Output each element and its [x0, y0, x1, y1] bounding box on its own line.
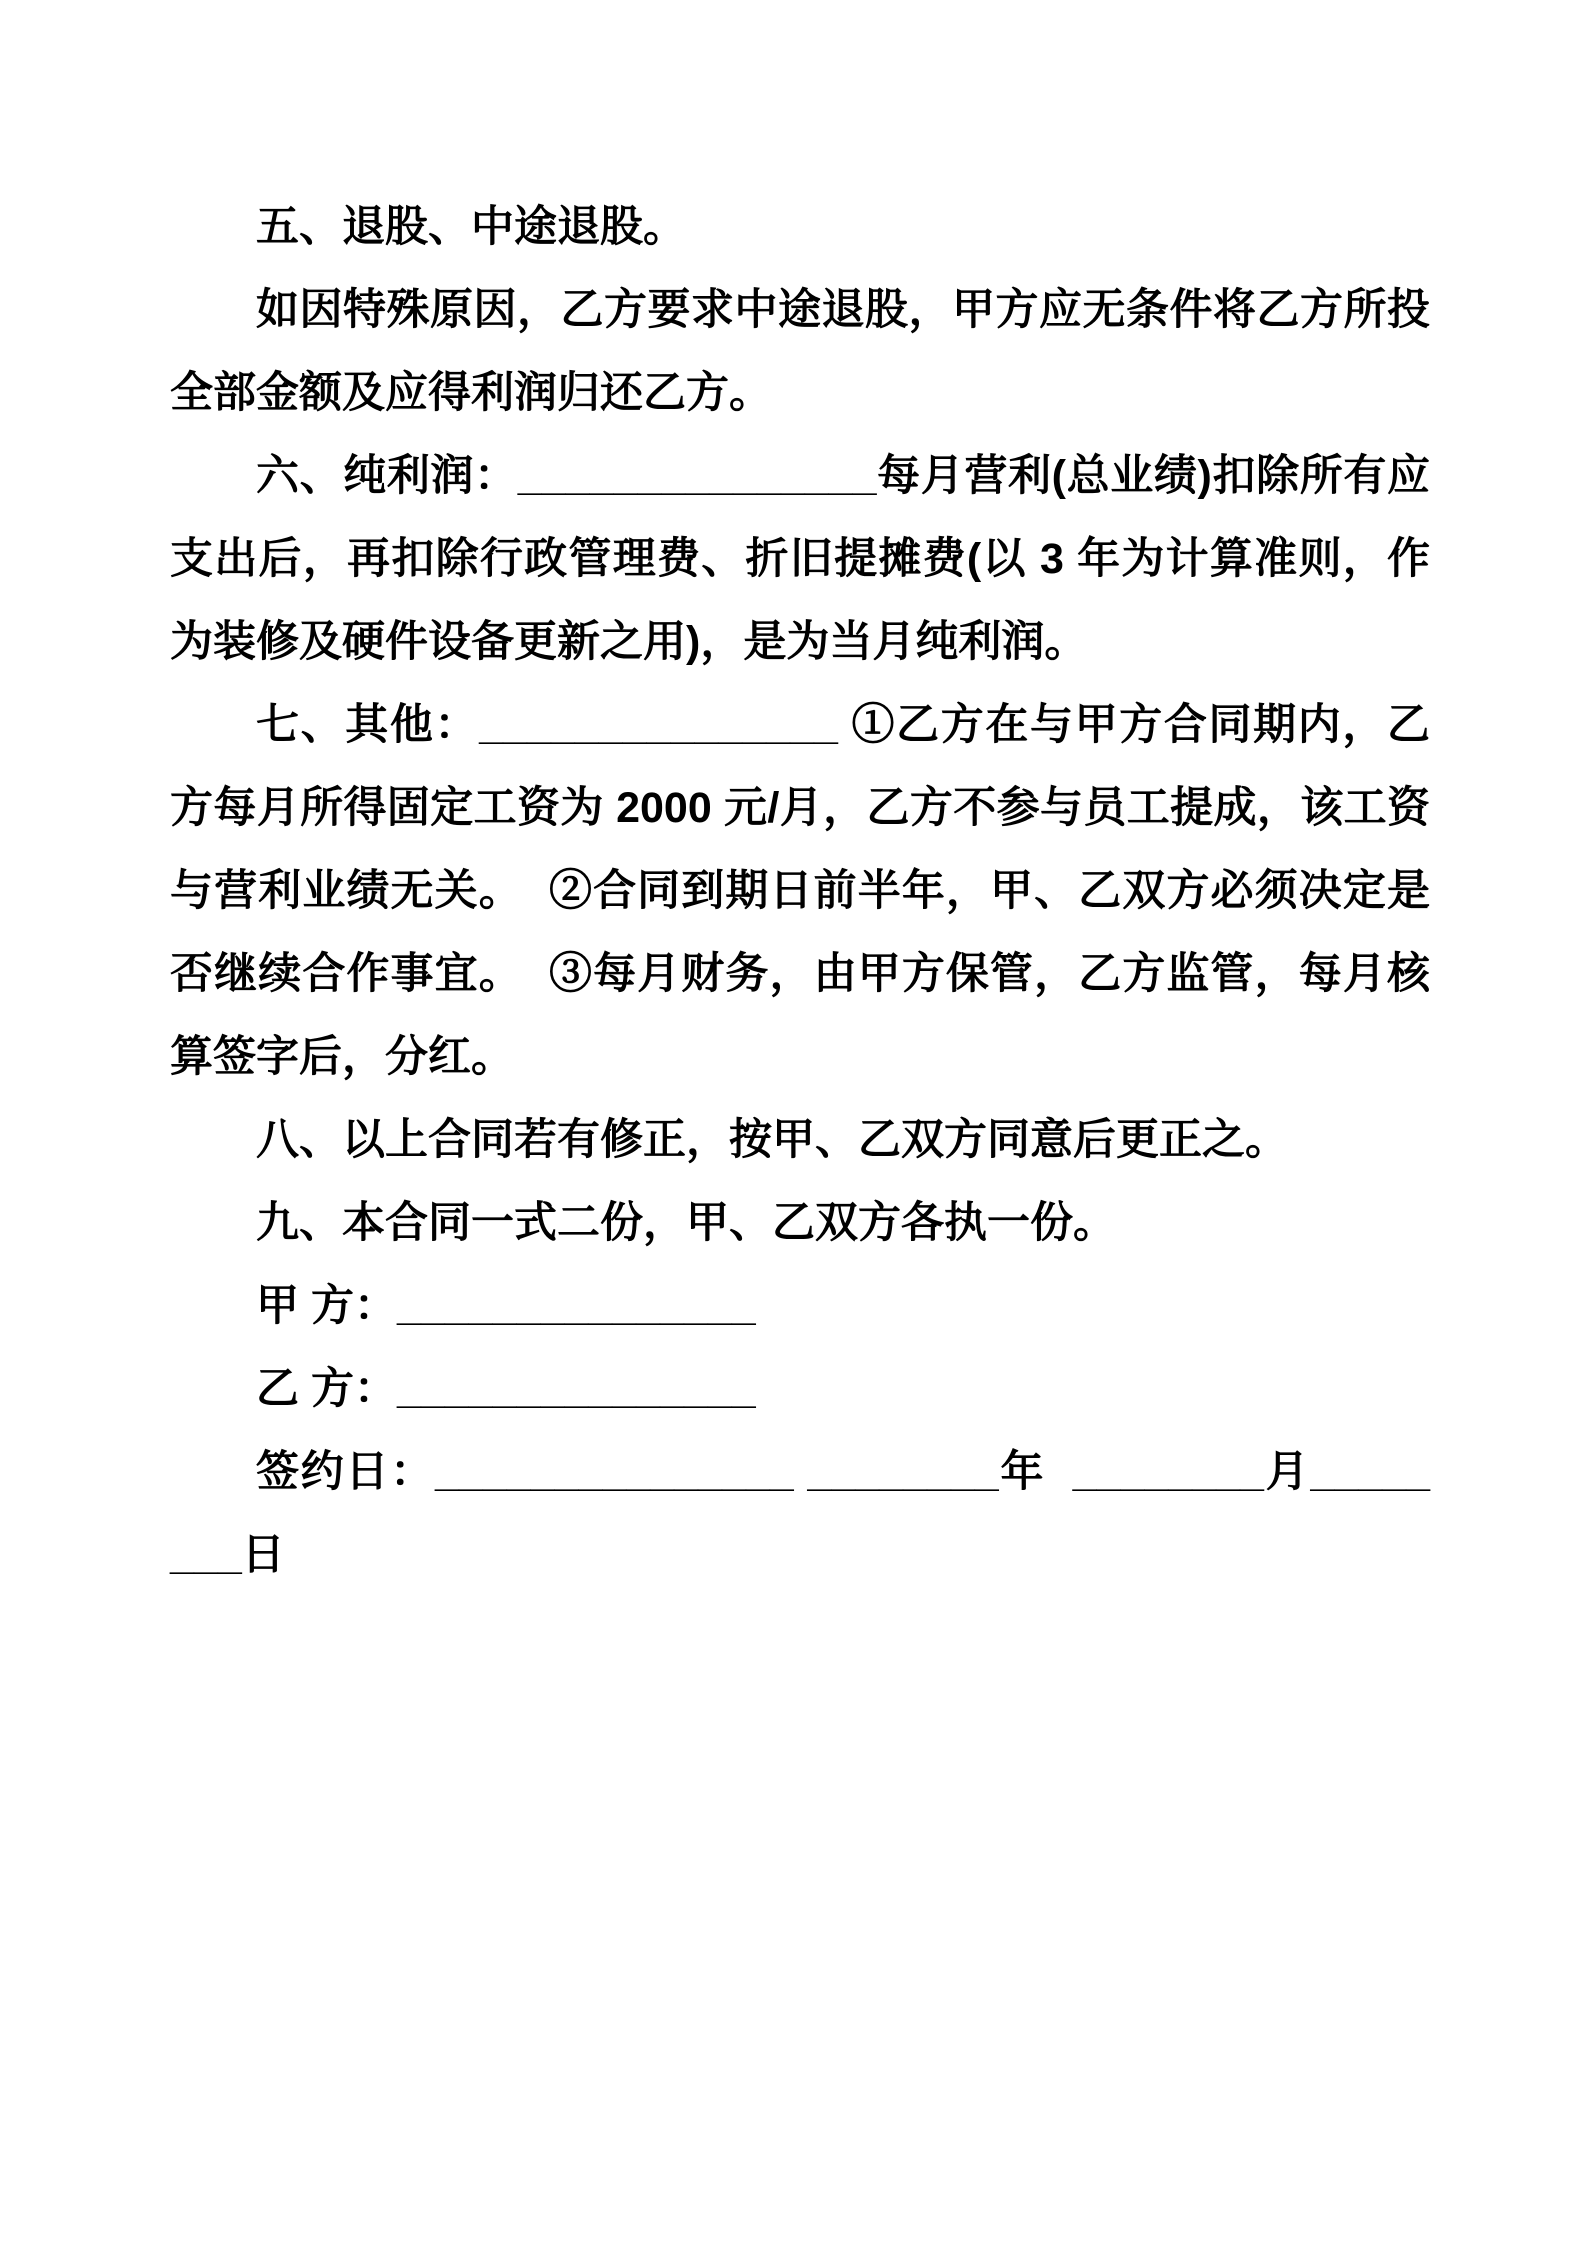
paragraph-clause-6-net-profit: 六、纯利润：_______________每月营利(总业绩)扣除所有应支出后，再扣除行政管理费、折旧提摊费(以 3 年为计算准则，作为装修及硬件设备更新之用)，是为当月纯利润。 — [170, 452, 1430, 666]
paragraph-clause-9-copies: 九、本合同一式二份，甲、乙双方各执一份。 — [256, 1199, 1116, 1247]
signing-date-line: 签约日：_______________ ________年 ________月________日 — [170, 1448, 1430, 1579]
paragraph-clause-7-other: 七、其他：_______________ ①乙方在与甲方合同期内，乙方每月所得固定工资为 2000 元/月，乙方不参与员工提成，该工资与营利业绩无关。 ②合同到期日前半年，甲、乙双方必须决定是否继续合作事宜。 ③每月财务，由甲方保管，乙方监管，每月核算签字后，分红。 — [170, 701, 1430, 1081]
party-b-signature-line: 乙 方：_______________ — [256, 1365, 756, 1413]
paragraph-clause-5-heading: 五、退股、中途退股。 — [256, 203, 686, 251]
paragraph-clause-8-amendment: 八、以上合同若有修正，按甲、乙双方同意后更正之。 — [256, 1116, 1288, 1164]
party-a-signature-line: 甲 方：_______________ — [256, 1282, 756, 1330]
paragraph-clause-5-body: 如因特殊原因，乙方要求中途退股，甲方应无条件将乙方所投全部金额及应得利润归还乙方。 — [170, 286, 1430, 417]
